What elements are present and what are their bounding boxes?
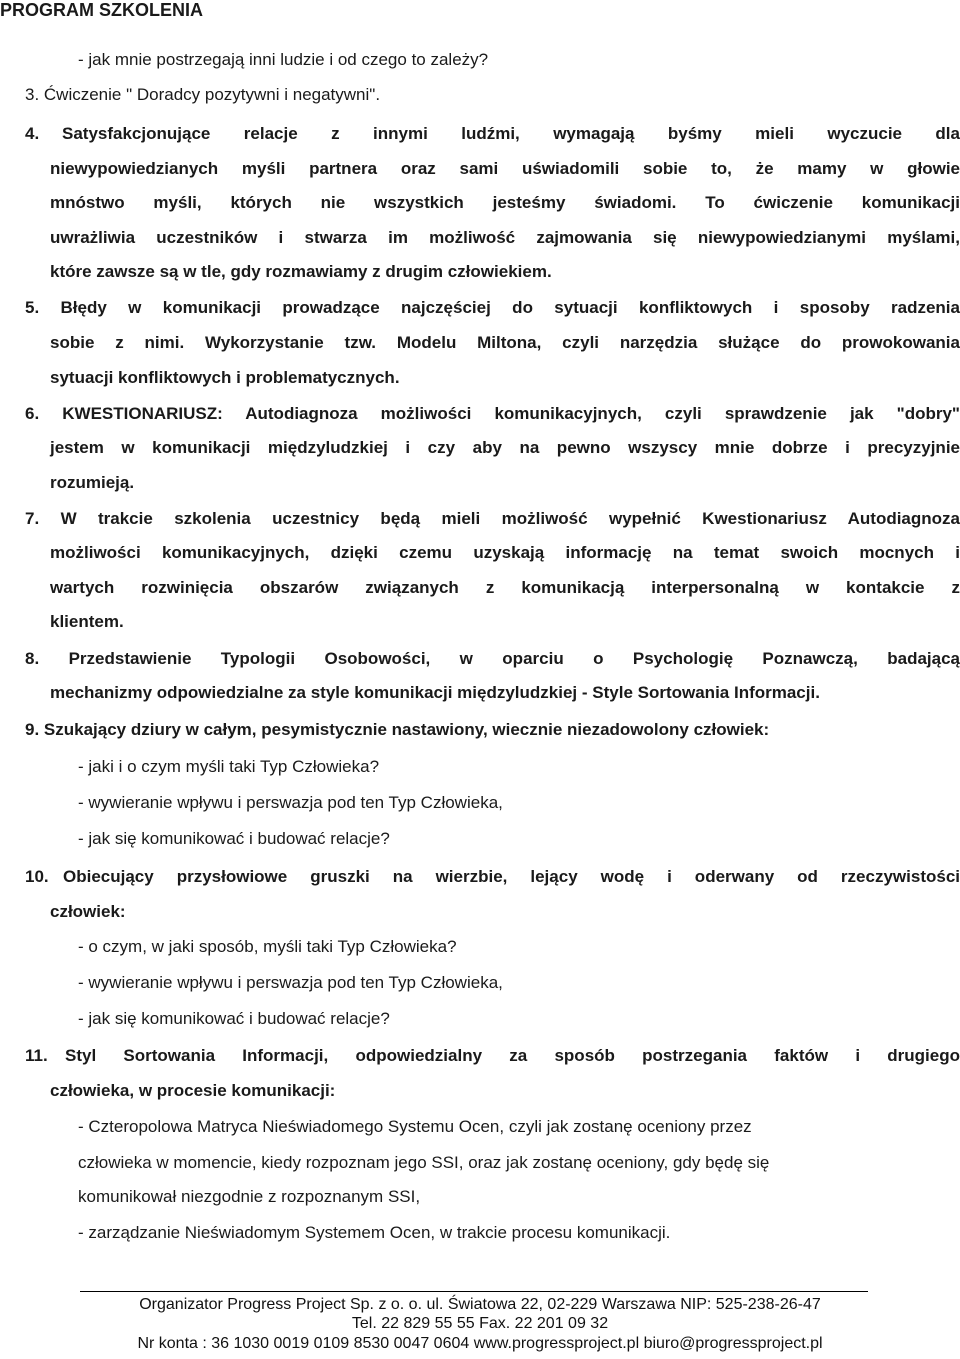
bullet-text: - zarządzanie Nieświadomym Systemem Ocen, w trakcie procesu komunikacji. [78,1223,671,1242]
list-item-8-line-2: mechanizmy odpowiedzialne za style komunikacji międzyludzkiej - Style Sortowania Informacji. [50,683,820,702]
bullet-text: - wywieranie wpływu i perswazja pod ten Typ Człowieka, [78,793,503,812]
list-item-4-line-4: uwrażliwia uczestników i stwarza im możliwość zajmowania się niewypowiedzianymi myślami, [50,228,960,247]
bullet-text: człowieka w momencie, kiedy rozpoznam jego SSI, oraz jak zostanę oceniony, gdy będę się [78,1153,770,1172]
list-item-4-line-5: które zawsze są w tle, gdy rozmawiamy z drugim człowiekiem. [50,262,552,281]
list-item-7-line-3: wartych rozwinięcia obszarów związanych z komunikacją interpersonalną w kontakcie z [50,578,960,597]
list-item-7-line-4: klientem. [50,612,124,631]
footer-phone: Tel. 22 829 55 55 Fax. 22 201 09 32 [351,1315,609,1332]
list-item-11-line-1: Styl Sortowania Informacji, odpowiedzialny za sposób postrzegania faktów i drugiego [65,1046,960,1065]
list-item-4-line-2: niewypowiedzianych myśli partnera oraz sami uświadomili sobie to, że mamy w głowie [50,159,960,178]
list-item-4-line-1: Satysfakcjonujące relacje z innymi ludźmi, wymagają byśmy mieli wyczucie dla [62,124,960,143]
footer-divider [80,1291,868,1292]
bullet-text: - jak się komunikować i budować relacje? [78,829,390,848]
bullet-text: - jak się komunikować i budować relacje? [78,1009,390,1028]
list-item-7-line-1: 7. W trakcie szkolenia uczestnicy będą mieli możliwość wypełnić Kwestionariusz Autodiagnoza [25,509,960,528]
list-item-3: 3. Ćwiczenie " Doradcy pozytywni i negatywni". [25,85,381,104]
bullet-text: - jaki i o czym myśli taki Typ Człowieka? [78,757,380,776]
list-item-11-number: 11. [25,1046,48,1065]
list-item-6-line-2: jestem w komunikacji międzyludzkiej i czy aby na pewno wszyscy mnie dobrze i precyzyjnie [50,438,960,457]
list-item-9-line-1: 9. Szukający dziury w całym, pesymistycznie nastawiony, wiecznie niezadowolony człowiek: [25,720,770,739]
page-header-title: PROGRAM SZKOLENIA [0,0,204,20]
list-item-4-line-3: mnóstwo myśli, których nie wszystkich jesteśmy świadomi. To ćwiczenie komunikacji [50,193,960,212]
list-item-10-line-2: człowiek: [50,902,126,921]
list-item-10-line-1: Obiecujący przysłowiowe gruszki na wierzbie, lejący wodę i oderwany od rzeczywistości [63,867,960,886]
list-item-7-line-2: możliwości komunikacyjnych, dzięki czemu uzyskają informację na temat swoich mocnych i [50,543,960,562]
list-item-5-line-1: 5. Błędy w komunikacji prowadzące najczęściej do sytuacji konfliktowych i sposoby radzenia [25,298,960,317]
list-item-5-line-3: sytuacji konfliktowych i problematycznych. [50,368,400,387]
bullet-text: - Czteropolowa Matryca Nieświadomego Systemu Ocen, czyli jak zostanę oceniony przez [78,1117,752,1136]
bullet-text: - wywieranie wpływu i perswazja pod ten Typ Człowieka, [78,973,503,992]
list-item-8-line-1: 8. Przedstawienie Typologii Osobowości, w oparciu o Psychologię Poznawczą, badającą [25,649,960,668]
list-item-6-line-3: rozumieją. [50,473,135,492]
bullet-text: komunikował niezgodnie z rozpoznanym SSI, [78,1187,421,1206]
footer-account: Nr konta : 36 1030 0019 0109 8530 0047 0604 www.progressproject.pl biuro@progressproject.pl [137,1335,823,1352]
list-item-11-line-2: człowieka, w procesie komunikacji: [50,1081,336,1100]
footer-organizer: Organizator Progress Project Sp. z o. o. ul. Światowa 22, 02-229 Warszawa NIP: 525-238-26-47 [139,1296,821,1313]
bullet-text: - jak mnie postrzegają inni ludzie i od czego to zależy? [78,50,489,69]
list-item-5-line-2: sobie z nimi. Wykorzystanie tzw. Modelu Miltona, czyli narzędzia służące do prowokowania [50,333,960,352]
list-item-10-number: 10. [25,867,49,886]
list-item-4-number: 4. [25,124,40,143]
bullet-text: - o czym, w jaki sposób, myśli taki Typ Człowieka? [78,937,457,956]
list-item-6-line-1: 6. KWESTIONARIUSZ: Autodiagnoza możliwości komunikacyjnych, czyli sprawdzenie jak "dobry" [25,404,960,423]
